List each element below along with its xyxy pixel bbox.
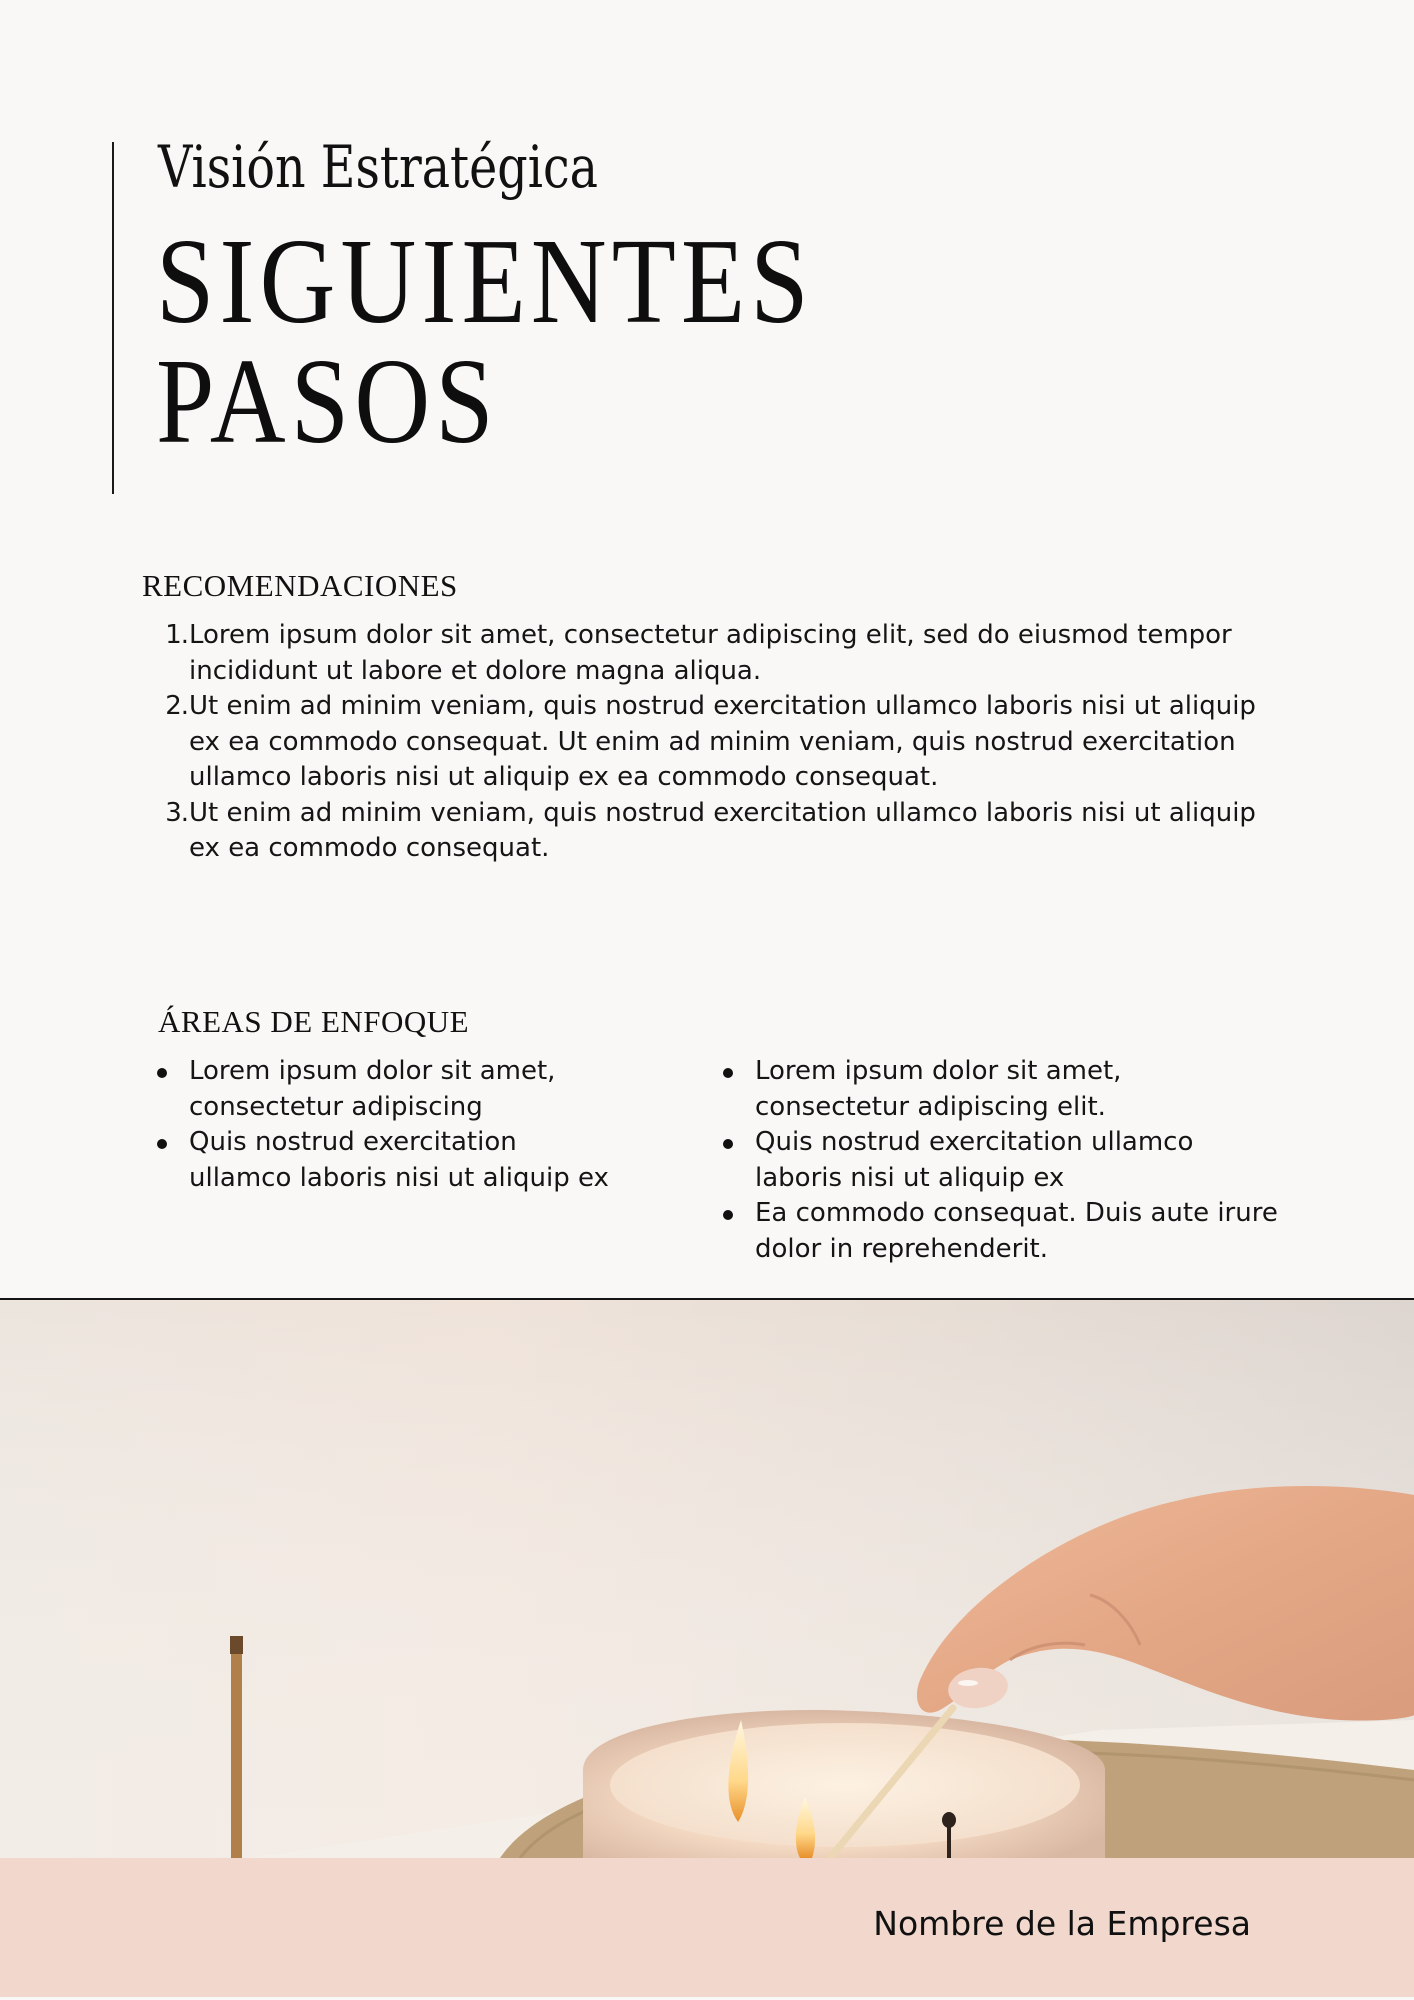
item-text: Lorem ipsum dolor sit amet, consectetur adipiscing [189,1056,556,1122]
bullet-icon [723,1139,733,1149]
item-text: Quis nostrud exercitation ullamco laboris nisi ut aliquip ex [189,1127,609,1193]
footer-band [0,1858,1414,1997]
page-title [156,214,814,469]
bullet-icon [723,1068,733,1078]
focus-item [157,1125,617,1196]
recommendations-list [160,618,1270,867]
recommendation-item [160,796,1270,867]
page-title-line-1: SIGUIENTES [156,214,814,349]
item-number: 1. [165,620,188,650]
focus-item [723,1054,1283,1125]
item-text: Lorem ipsum dolor sit amet, consectetur adipiscing elit. [755,1056,1122,1122]
item-number: 3. [165,797,188,828]
recommendation-item [160,618,1270,689]
item-number: 2. [165,691,188,721]
page-kicker: Visión Estratégica [158,133,598,201]
item-text: Ea commodo consequat. Duis aute irure dolor in reprehenderit. [755,1198,1278,1264]
item-text: Ut enim ad minim veniam, quis nostrud exercitation ullamco laboris nisi ut aliquip ex ea commodo consequat. Ut enim ad minim veniam, quis nostrud exercitation ullamco laboris nisi ut aliquip ex ea commodo consequat. [189,691,1256,792]
bullet-icon [723,1210,733,1220]
title-accent-rule [112,142,114,494]
item-text: Lorem ipsum dolor sit amet, consectetur adipiscing elit, sed do eiusmod tempor incididunt ut labore et dolore magna aliqua. [189,620,1232,686]
page-title-line-2: PASOS [156,334,499,469]
item-text: Ut enim ad minim veniam, quis nostrud exercitation ullamco laboris nisi ut aliquip ex ea commodo consequat. [189,797,1256,863]
recommendations-heading: RECOMENDACIONES [142,568,458,603]
bullet-icon [157,1068,167,1078]
item-text: Quis nostrud exercitation ullamco laboris nisi ut aliquip ex [755,1127,1194,1193]
candle-photo [0,1300,1414,1858]
company-name: Nombre de la Empresa [873,1904,1251,1943]
recommendation-item [160,689,1270,796]
focus-areas-right-list [723,1054,1283,1267]
focus-item [723,1196,1283,1267]
focus-item [157,1054,617,1125]
focus-areas-left-list [157,1054,617,1196]
focus-item [723,1125,1283,1196]
bullet-icon [157,1139,167,1149]
focus-areas-heading: ÁREAS DE ENFOQUE [158,1004,470,1039]
